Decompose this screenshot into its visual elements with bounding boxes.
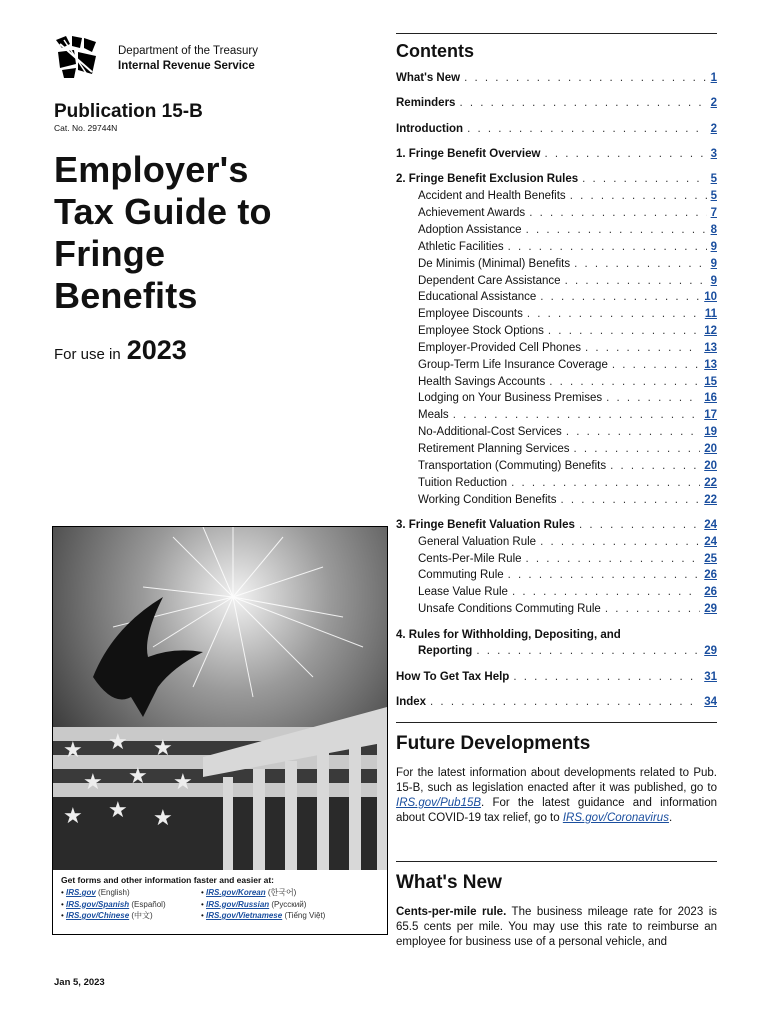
toc-leader-dots	[540, 536, 700, 548]
toc-entry[interactable]	[396, 72, 717, 88]
toc-entry[interactable]	[418, 409, 717, 425]
toc-entry[interactable]	[418, 342, 717, 358]
toc-leader-dots	[527, 308, 701, 320]
toc-page-link[interactable]: 2	[710, 122, 717, 135]
irs-gov-russian-link[interactable]: IRS.gov/Russian	[206, 899, 270, 909]
toc-entry[interactable]	[418, 376, 717, 392]
toc-leader-dots	[566, 426, 700, 438]
toc-page-link[interactable]: 29	[704, 645, 717, 658]
language-note: (Русский)	[269, 899, 307, 909]
catalog-number: Cat. No. 29744N	[54, 123, 118, 133]
toc-entry[interactable]	[396, 671, 717, 687]
toc-page-link[interactable]: 34	[704, 696, 717, 709]
contents-heading: Contents	[396, 41, 474, 61]
toc-entry-label: 1. Fringe Benefit Overview	[396, 148, 541, 161]
divider	[396, 722, 717, 723]
toc-entry-label: Dependent Care Assistance	[418, 274, 561, 287]
toc-page-link[interactable]: 9	[710, 240, 717, 253]
toc-entry[interactable]	[418, 460, 717, 476]
irs-gov-vietnamese-link[interactable]: IRS.gov/Vietnamese	[206, 911, 283, 920]
title-line: Benefits	[54, 275, 198, 316]
toc-entry[interactable]	[418, 224, 717, 240]
toc-page-link[interactable]: 26	[704, 586, 717, 599]
forms-info-title: Get forms and other information faster and easier at:	[61, 875, 275, 885]
toc-leader-dots	[548, 325, 700, 337]
toc-entry[interactable]	[418, 603, 717, 619]
toc-entry[interactable]	[396, 97, 717, 113]
toc-entry[interactable]	[418, 477, 717, 493]
toc-leader-dots	[512, 586, 700, 598]
publication-number: Publication 15-B	[54, 101, 203, 122]
toc-entry-label: Reporting	[418, 645, 473, 658]
for-use-in-label: For use in	[54, 346, 121, 363]
svg-text:★: ★	[83, 770, 103, 795]
toc-entry-label: Health Savings Accounts	[418, 375, 546, 388]
revision-date: Jan 5, 2023	[54, 977, 105, 988]
toc-leader-dots	[453, 409, 701, 421]
toc-leader-dots	[430, 696, 700, 708]
toc-leader-dots	[464, 72, 707, 84]
toc-page-link[interactable]: 5	[710, 173, 717, 186]
toc-entry-label: Adoption Assistance	[418, 223, 522, 236]
toc-leader-dots	[605, 603, 700, 615]
svg-text:★: ★	[153, 806, 173, 831]
toc-entry-label: Meals	[418, 409, 449, 422]
toc-entry[interactable]	[418, 645, 717, 661]
forms-info-box	[52, 870, 388, 935]
toc-entry-label: Achievement Awards	[418, 207, 526, 220]
toc-entry-label: Group-Term Life Insurance Coverage	[418, 358, 608, 371]
toc-entry-label: Employee Stock Options	[418, 325, 544, 338]
toc-page-link[interactable]: 25	[704, 552, 717, 565]
agency-line-1: Department of the Treasury	[118, 45, 258, 57]
forms-link-item: • IRS.gov/Vietnamese (Tiếng Việt)	[201, 911, 326, 920]
toc-entry[interactable]	[396, 519, 717, 535]
toc-entry-label: Unsafe Conditions Commuting Rule	[418, 603, 601, 616]
title-line: Fringe	[54, 233, 166, 274]
toc-entry[interactable]	[418, 325, 717, 341]
toc-entry-label: Accident and Health Benefits	[418, 190, 566, 203]
toc-leader-dots	[612, 359, 700, 371]
toc-leader-dots	[511, 477, 700, 489]
svg-text:★: ★	[108, 730, 128, 755]
toc-entry-label: Transportation (Commuting) Benefits	[418, 459, 607, 472]
toc-entry[interactable]	[418, 443, 717, 459]
irs-eagle-logo	[52, 34, 102, 80]
toc-entry-label: General Valuation Rule	[418, 535, 537, 548]
toc-entry[interactable]	[418, 275, 717, 291]
body-text: For the latest information about developments related to Pub. 15-B, such as legislation enacted after it was published, go to	[396, 767, 717, 794]
toc-entry-label: Athletic Facilities	[418, 240, 504, 253]
language-note: (English)	[95, 888, 130, 897]
for-use-in-year	[54, 335, 187, 366]
toc-entry[interactable]	[396, 629, 717, 645]
toc-leader-dots	[526, 224, 707, 236]
toc-entry-label: Introduction	[396, 122, 464, 135]
toc-page-link[interactable]: 24	[704, 535, 717, 548]
toc-leader-dots	[610, 460, 700, 472]
toc-entry[interactable]	[418, 241, 717, 257]
toc-page-link[interactable]: 9	[710, 274, 717, 287]
toc-page-link[interactable]: 2	[710, 97, 717, 110]
toc-entry-label: Index	[396, 696, 427, 709]
forms-link-item: • IRS.gov/Spanish (Español)	[61, 899, 166, 909]
toc-page-link[interactable]: 22	[704, 493, 717, 506]
toc-page-link[interactable]: 12	[704, 325, 717, 338]
cents-per-mile-lead: Cents-per-mile rule.	[396, 906, 507, 918]
toc-page-link[interactable]: 10	[704, 291, 717, 304]
toc-entry-label: No-Additional-Cost Services	[418, 426, 562, 439]
toc-page-link[interactable]: 11	[704, 308, 717, 321]
toc-entry[interactable]	[418, 392, 717, 408]
forms-link-item: • IRS.gov/Chinese (中文)	[61, 911, 153, 920]
toc-page-link[interactable]: 15	[704, 375, 717, 388]
future-developments-heading: Future Developments	[396, 733, 591, 754]
svg-text:★: ★	[63, 738, 83, 763]
toc-page-link[interactable]: 13	[704, 358, 717, 371]
document-title	[54, 149, 272, 317]
coronavirus-link[interactable]: IRS.gov/Coronavirus	[562, 812, 669, 824]
toc-page-link[interactable]: 26	[704, 569, 717, 582]
toc-leader-dots	[582, 173, 706, 185]
toc-leader-dots	[606, 392, 700, 404]
toc-entry-label: Educational Assistance	[418, 291, 537, 304]
body-text: . For the latest guidance and information about COVID-19 tax relief, go to	[396, 797, 717, 824]
title-line: Tax Guide to	[54, 191, 272, 232]
toc-leader-dots	[565, 275, 707, 287]
agency-line-2: Internal Revenue Service	[118, 60, 255, 72]
toc-page-link[interactable]: 8	[710, 223, 717, 236]
toc-leader-dots	[574, 258, 707, 270]
toc-entry-label: 2. Fringe Benefit Exclusion Rules	[396, 173, 579, 186]
divider	[396, 33, 717, 34]
language-note: (Español)	[129, 899, 166, 909]
toc-page-link[interactable]: 9	[710, 257, 717, 270]
toc-page-link[interactable]: 17	[704, 409, 717, 422]
toc-page-link[interactable]: 13	[704, 341, 717, 354]
toc-entry-label: Retirement Planning Services	[418, 443, 570, 455]
toc-leader-dots	[574, 443, 701, 455]
toc-page-link[interactable]: 22	[704, 476, 717, 489]
future-developments-text	[396, 766, 717, 826]
divider	[396, 861, 717, 862]
toc-entry[interactable]	[396, 696, 717, 712]
toc-leader-dots	[526, 553, 701, 565]
forms-link-item: • IRS.gov/Korean (한국어)	[201, 888, 297, 897]
irs-gov-spanish-link[interactable]: IRS.gov/Spanish	[66, 899, 130, 909]
toc-leader-dots	[508, 569, 701, 581]
irs-gov-chinese-link[interactable]: IRS.gov/Chinese	[66, 911, 130, 920]
body-text: The business mileage rate for 2023 is 65.5 cents per mile. You may use this rate to reimburse an employee for business use of a personal vehicle, and	[396, 906, 717, 948]
body-text: .	[668, 812, 673, 824]
toc-entry-label: Working Condition Benefits	[418, 493, 557, 506]
toc-page-link[interactable]: 7	[710, 207, 717, 220]
toc-leader-dots	[540, 291, 700, 303]
toc-entry-label: Employer-Provided Cell Phones	[418, 341, 581, 354]
toc-leader-dots	[529, 207, 706, 219]
toc-entry[interactable]	[396, 173, 717, 189]
toc-entry-label: How To Get Tax Help	[396, 670, 510, 683]
toc-entry[interactable]	[418, 291, 717, 307]
svg-text:★: ★	[173, 770, 193, 795]
toc-entry[interactable]	[396, 123, 717, 139]
svg-text:★: ★	[128, 764, 148, 789]
language-note: (한국어)	[265, 888, 297, 897]
toc-entry-label: 3. Fringe Benefit Valuation Rules	[396, 518, 575, 531]
toc-entry-label: Reminders	[396, 97, 456, 110]
language-note: (Tiếng Việt)	[282, 911, 326, 920]
toc-page-link[interactable]: 20	[704, 459, 717, 472]
forms-links-column-2	[201, 887, 325, 922]
toc-leader-dots	[561, 494, 701, 506]
forms-links-column-1	[61, 887, 166, 922]
toc-page-link[interactable]: 19	[704, 426, 717, 439]
toc-page-link[interactable]: 16	[704, 392, 717, 405]
whats-new-heading: What's New	[396, 872, 502, 893]
svg-text:★: ★	[108, 798, 128, 823]
toc-entry[interactable]	[418, 536, 717, 552]
toc-entry-label: Commuting Rule	[418, 569, 504, 582]
toc-entry-label: Tuition Reduction	[418, 476, 508, 489]
toc-entry[interactable]	[418, 190, 717, 206]
toc-leader-dots	[508, 241, 707, 253]
pub15b-link[interactable]: IRS.gov/Pub15B	[396, 797, 482, 809]
toc-entry-label: Cents-Per-Mile Rule	[418, 552, 522, 565]
whats-new-text	[396, 905, 717, 950]
toc-leader-dots	[476, 645, 700, 657]
toc-leader-dots	[544, 148, 706, 160]
agency-name	[118, 44, 258, 74]
svg-text:★: ★	[63, 804, 83, 829]
toc-entry-label: Lease Value Rule	[418, 586, 508, 599]
toc-entry-label: Lodging on Your Business Premises	[418, 392, 603, 405]
toc-page-link[interactable]: 3	[710, 148, 717, 161]
toc-entry-label: De Minimis (Minimal) Benefits	[418, 257, 571, 270]
toc-entry[interactable]	[418, 494, 717, 510]
toc-page-link[interactable]: 20	[704, 443, 717, 455]
toc-entry[interactable]	[418, 553, 717, 569]
toc-page-link[interactable]: 24	[704, 518, 717, 531]
toc-page-link[interactable]: 31	[704, 670, 717, 683]
toc-leader-dots	[570, 190, 707, 202]
toc-entry[interactable]	[418, 359, 717, 375]
forms-link-item: • IRS.gov/Russian (Русский)	[201, 899, 307, 909]
cover-illustration	[52, 526, 388, 872]
toc-page-link[interactable]: 1	[710, 72, 717, 84]
toc-leader-dots	[549, 376, 700, 388]
language-note: (中文)	[129, 911, 153, 920]
toc-entry-label: Employee Discounts	[418, 308, 523, 321]
toc-page-link[interactable]: 29	[704, 603, 717, 616]
title-line: Employer's	[54, 149, 249, 190]
toc-leader-dots	[579, 519, 700, 531]
toc-entry[interactable]	[418, 426, 717, 442]
tax-year: 2023	[126, 335, 187, 365]
toc-entry[interactable]	[418, 258, 717, 274]
toc-entry[interactable]	[418, 207, 717, 223]
forms-link-item: • IRS.gov (English)	[61, 888, 130, 897]
toc-entry-label: What's New	[396, 72, 461, 84]
toc-entry[interactable]	[418, 308, 717, 324]
svg-text:★: ★	[153, 736, 173, 761]
irs-gov-korean-link[interactable]: IRS.gov/Korean	[206, 888, 266, 897]
toc-entry[interactable]	[418, 586, 717, 602]
toc-leader-dots	[467, 123, 707, 135]
toc-entry[interactable]	[418, 569, 717, 585]
irs-gov-link[interactable]: IRS.gov	[66, 888, 96, 897]
toc-entry[interactable]	[396, 148, 717, 164]
toc-leader-dots	[513, 671, 700, 683]
toc-page-link[interactable]: 5	[710, 190, 717, 203]
toc-entry-label: 4. Rules for Withholding, Depositing, and	[396, 628, 621, 641]
toc-leader-dots	[459, 97, 706, 109]
toc-leader-dots	[585, 342, 700, 354]
